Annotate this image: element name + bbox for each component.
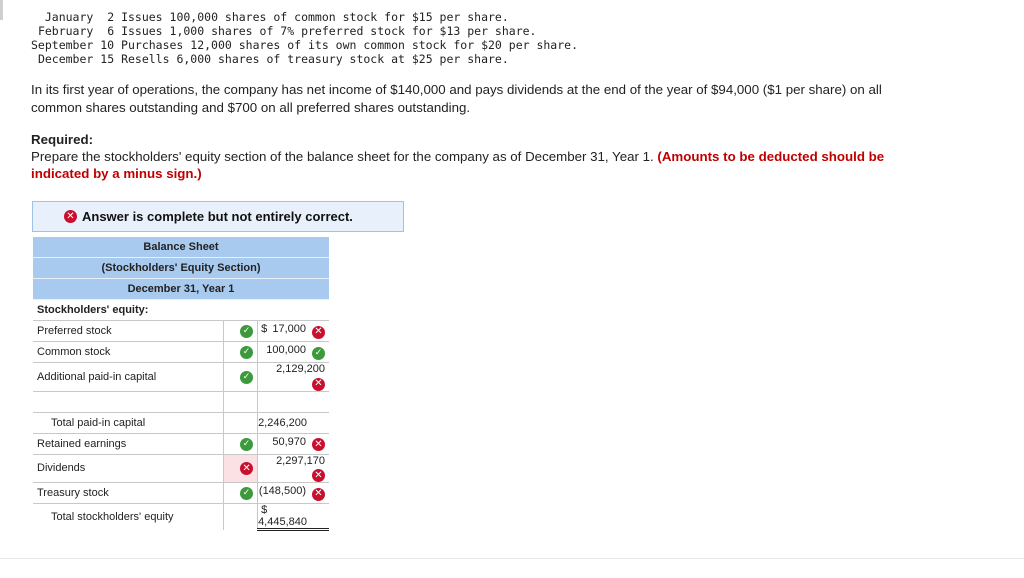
row-value-input[interactable]: 2,297,170✕ [258, 454, 329, 483]
correct-check-icon: ✓ [240, 438, 253, 451]
row-value-input[interactable] [258, 391, 329, 412]
transactions-list [31, 10, 578, 66]
row-value-input[interactable]: (148,500) ✕ [258, 483, 329, 504]
incorrect-x-icon: ✕ [64, 210, 77, 223]
incorrect-x-icon: ✕ [312, 326, 325, 339]
row-value: 2,246,200 [258, 412, 329, 433]
row-label: Total stockholders' equity [33, 504, 223, 530]
row-label-input[interactable]: Retained earnings [33, 433, 223, 454]
section-label: Stockholders' equity: [33, 300, 329, 321]
incorrect-x-icon: ✕ [312, 469, 325, 482]
table-row [33, 454, 329, 483]
correct-check-icon: ✓ [312, 347, 325, 360]
row-label-input[interactable]: Common stock [33, 342, 223, 363]
table-row [33, 483, 329, 504]
transaction-line: December 15 Resells 6,000 shares of treasury stock at $25 per share. [37, 52, 509, 66]
row-label-input[interactable]: Additional paid-in capital [33, 363, 223, 392]
row-label-input[interactable]: Treasury stock [33, 483, 223, 504]
table-row [33, 412, 329, 433]
table-row [33, 342, 329, 363]
minus-sign-note: (Amounts to be deducted should be indicated by a minus sign.) [31, 149, 885, 181]
correct-check-icon: ✓ [240, 325, 253, 338]
row-value-input[interactable]: 50,970 ✕ [258, 433, 329, 454]
row-value-input[interactable]: $ 17,000 ✕ [258, 321, 329, 342]
balance-sheet-subtitle: (Stockholders' Equity Section) [33, 258, 329, 279]
table-row [33, 363, 329, 392]
row-label-input[interactable] [33, 391, 223, 412]
problem-paragraph: In its first year of operations, the company has net income of $140,000 and pays dividends at the end of the year of $94,000 ($1 per share) on all common shares outstanding and $700 on all preferred shares outstanding. [31, 82, 882, 115]
transaction-line: January 2 Issues 100,000 shares of common stock for $15 per share. [44, 10, 509, 24]
row-value-input[interactable]: 100,000 ✓ [258, 342, 329, 363]
required-title: Required: [31, 132, 94, 147]
row-value: $ 4,445,840 [258, 504, 329, 530]
balance-sheet-table [33, 237, 329, 531]
left-edge-bar [0, 0, 3, 20]
answer-status-text: Answer is complete but not entirely correct. [82, 209, 353, 224]
correct-check-icon: ✓ [240, 487, 253, 500]
balance-sheet-date: December 31, Year 1 [33, 279, 329, 300]
correct-check-icon: ✓ [240, 371, 253, 384]
required-block [31, 131, 901, 182]
incorrect-x-icon: ✕ [240, 462, 253, 475]
table-row [33, 391, 329, 412]
required-text: Prepare the stockholders' equity section of the balance sheet for the company as of December 31, Year 1. (Amounts to be deducted should be indicated by a minus sign.) [31, 149, 885, 181]
correct-check-icon: ✓ [240, 346, 253, 359]
table-row [33, 433, 329, 454]
transaction-line: February 6 Issues 1,000 shares of 7% preferred stock for $13 per share. [37, 24, 537, 38]
row-label-input[interactable]: Preferred stock [33, 321, 223, 342]
footer-divider [0, 558, 1024, 559]
table-row [33, 504, 329, 530]
incorrect-x-icon: ✕ [312, 378, 325, 391]
row-label: Total paid-in capital [33, 412, 223, 433]
row-label-input[interactable]: Dividends [33, 454, 223, 483]
transaction-line: September 10 Purchases 12,000 shares of its own common stock for $20 per share. [31, 38, 579, 52]
balance-sheet-title: Balance Sheet [33, 237, 329, 258]
incorrect-x-icon: ✕ [312, 438, 325, 451]
answer-status-banner [32, 201, 404, 232]
table-row [33, 321, 329, 342]
incorrect-x-icon: ✕ [312, 488, 325, 501]
row-value-input[interactable]: 2,129,200✕ [258, 363, 329, 392]
